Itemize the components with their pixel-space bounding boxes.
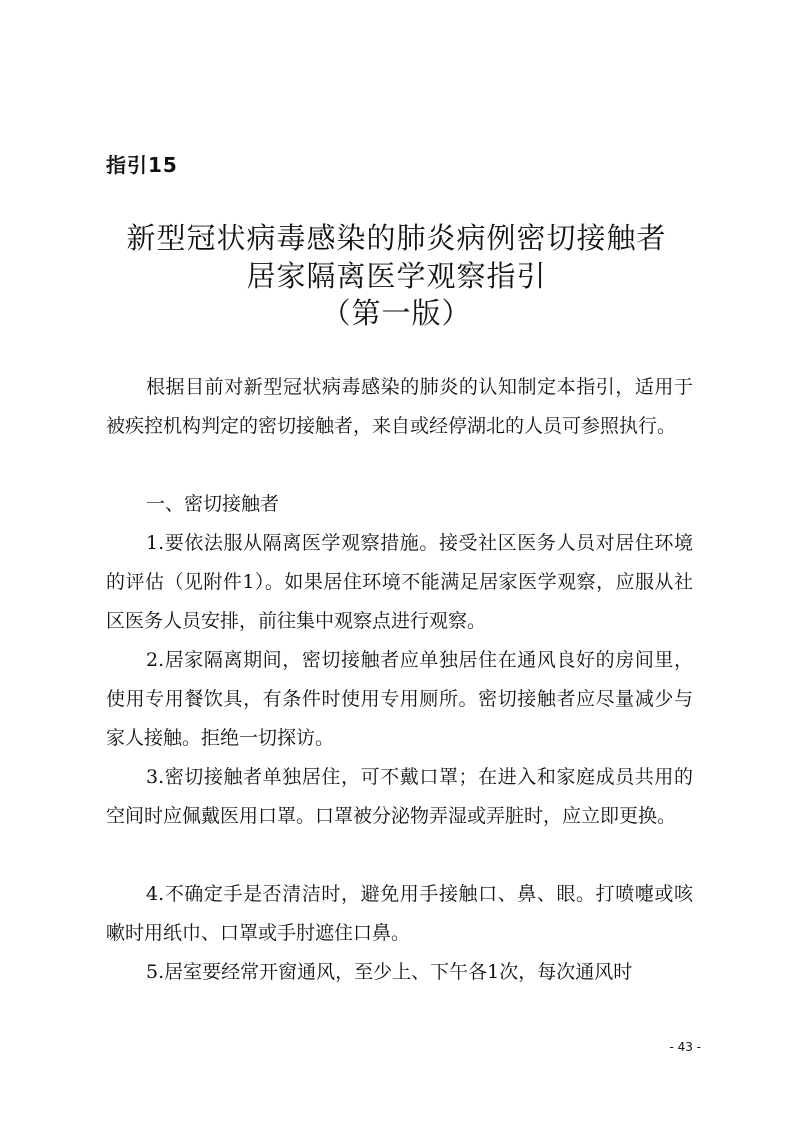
list-item-1: 1.要依法服从隔离医学观察措施。接受社区医务人员对居住环境的评估（见附件1）。如果居住环境不能满足居家医学观察，应服从社区医务人员安排，前往集中观察点进行观察。 bbox=[106, 532, 693, 632]
intro-paragraph: 根据目前对新型冠状病毒感染的肺炎的认知制定本指引，适用于被疾控机构判定的密切接触者，来自或经停湖北的人员可参照执行。 bbox=[106, 376, 693, 437]
title-line-1: 新型冠状病毒感染的肺炎病例密切接触者 bbox=[126, 221, 667, 255]
title-line-2: 居家隔离医学观察指引 bbox=[246, 259, 547, 293]
list-item-5: 5.居室要经常开窗通风，至少上、下午各1次，每次通风时 bbox=[146, 961, 633, 983]
title-line-3: （第一版） bbox=[321, 296, 472, 330]
guide-label: 指引15 bbox=[106, 153, 178, 177]
list-item-4: 4.不确定手是否清洁时，避免用手接触口、鼻、眼。打喷嚏或咳嗽时用纸巾、口罩或手肘遮住口鼻。 bbox=[106, 883, 693, 944]
page-number: - 43 - bbox=[669, 1040, 701, 1054]
list-item-3: 3.密切接触者单独居住，可不戴口罩；在进入和家庭成员共用的空间时应佩戴医用口罩。口罩被分泌物弄湿或弄脏时，应立即更换。 bbox=[106, 766, 693, 827]
section-heading: 一、密切接触者 bbox=[146, 493, 280, 515]
list-item-2: 2.居家隔离期间，密切接触者应单独居住在通风良好的房间里，使用专用餐饮具，有条件时使用专用厕所。密切接触者应尽量减少与家人接触。拒绝一切探访。 bbox=[106, 649, 693, 749]
